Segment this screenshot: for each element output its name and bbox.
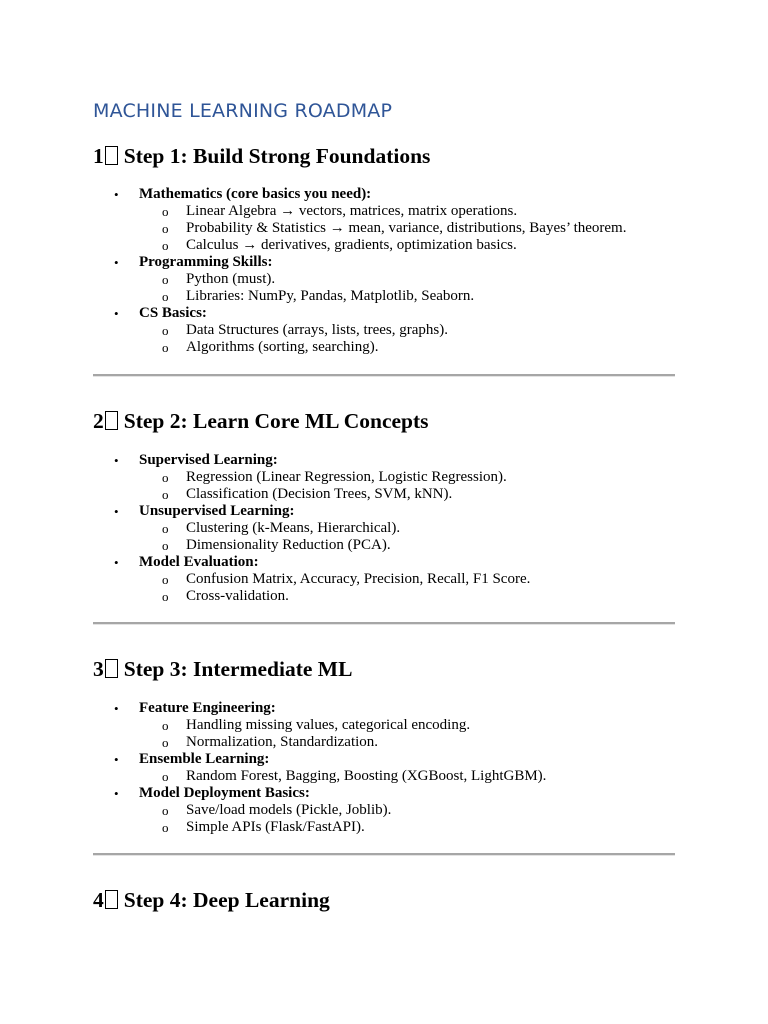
sub-list [139,802,546,836]
sub-list [139,469,530,503]
missing-glyph-box [105,146,118,165]
list-item [0,700,546,751]
list-item-label: Programming Skills: [139,254,273,270]
sub-list-item: o Simple APIs (Flask/FastAPI). [139,819,546,836]
sub-list-item: o Data Structures (arrays, lists, trees, graphs). [139,322,626,339]
sub-list-item: o Classification (Decision Trees, SVM, kNN). [139,486,530,503]
list-item [0,554,530,605]
sub-list [139,717,546,751]
sub-list [139,768,546,785]
step-title: Step 1: Build Strong Foundations [123,144,431,168]
sub-list-item: o Regression (Linear Regression, Logistic Regression). [139,469,530,486]
list-item [0,305,626,356]
sub-list-item: o Normalization, Standardization. [139,734,546,751]
horizontal-rule [93,374,675,377]
list-item-label: Model Evaluation: [139,554,259,570]
list-item [0,751,546,785]
step-4-heading [93,888,330,913]
step-1-heading [93,144,430,169]
missing-glyph-box [105,411,118,430]
list-item-label: Unsupervised Learning: [139,503,295,519]
sub-list [139,571,530,605]
list-item-label: Feature Engineering: [139,700,276,716]
sub-list [139,322,626,356]
step-2-list [0,452,530,605]
sub-list-item: o Algorithms (sorting, searching). [139,339,626,356]
list-item-label: Mathematics (core basics you need): [139,186,372,202]
list-item-label: Supervised Learning: [139,452,278,468]
step-1-list [0,186,626,356]
step-3-list [0,700,546,836]
sub-list-item: o Save/load models (Pickle, Joblib). [139,802,546,819]
step-title: Step 4: Deep Learning [123,888,330,912]
list-item [0,452,530,503]
missing-glyph-box [105,890,118,909]
list-item-label: CS Basics: [139,305,207,321]
list-item [0,785,546,836]
missing-glyph-box [105,659,118,678]
sub-list [139,271,626,305]
sub-list-item: o Python (must). [139,271,626,288]
sub-list [139,520,530,554]
sub-list-item: o Cross-validation. [139,588,530,605]
step-2-heading [93,409,429,434]
list-item-label: Ensemble Learning: [139,751,270,767]
step-number: 3 [93,657,104,681]
step-title: Step 3: Intermediate ML [123,657,353,681]
sub-list-item: o Dimensionality Reduction (PCA). [139,537,530,554]
sub-list-item: o Confusion Matrix, Accuracy, Precision, Recall, F1 Score. [139,571,530,588]
step-number: 1 [93,144,104,168]
sub-list-item: o Calculus → derivatives, gradients, optimization basics. [139,237,626,254]
step-number: 2 [93,409,104,433]
document-title: MACHINE LEARNING ROADMAP [93,100,393,122]
list-item-label: Model Deployment Basics: [139,785,310,801]
list-item [0,254,626,305]
step-title: Step 2: Learn Core ML Concepts [123,409,429,433]
sub-list [139,203,626,254]
sub-list-item: o Handling missing values, categorical encoding. [139,717,546,734]
sub-list-item: o Linear Algebra → vectors, matrices, matrix operations. [139,203,626,220]
sub-list-item: o Libraries: NumPy, Pandas, Matplotlib, Seaborn. [139,288,626,305]
horizontal-rule [93,622,675,625]
step-number: 4 [93,888,104,912]
sub-list-item: o Clustering (k-Means, Hierarchical). [139,520,530,537]
sub-list-item: o Probability & Statistics → mean, variance, distributions, Bayes’ theorem. [139,220,626,237]
step-3-heading [93,657,352,682]
list-item [0,503,530,554]
horizontal-rule [93,853,675,856]
list-item [0,186,626,254]
sub-list-item: o Random Forest, Bagging, Boosting (XGBoost, LightGBM). [139,768,546,785]
